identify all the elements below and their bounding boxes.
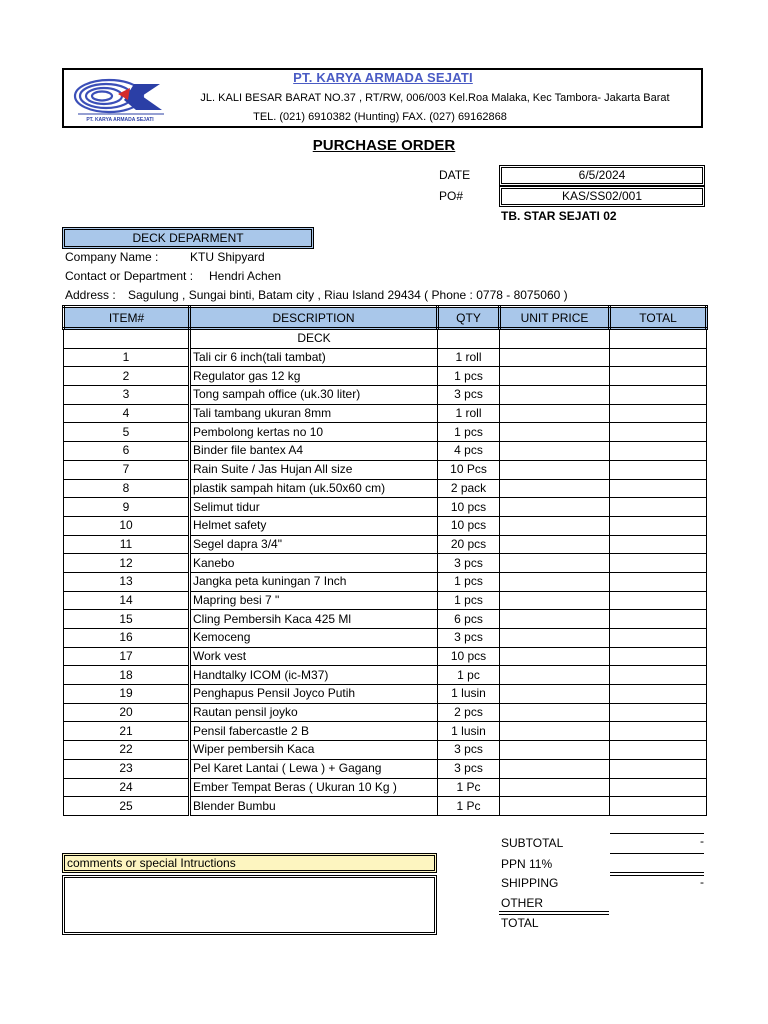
header-unit-price: UNIT PRICE bbox=[500, 307, 610, 329]
item-qty: 1 pcs bbox=[438, 572, 500, 591]
item-total bbox=[610, 479, 707, 498]
item-qty: 2 pcs bbox=[438, 703, 500, 722]
item-total bbox=[610, 629, 707, 648]
document-title: PURCHASE ORDER bbox=[312, 137, 456, 154]
item-number: 21 bbox=[64, 722, 190, 741]
vendor-contact-value: Hendri Achen bbox=[209, 269, 282, 283]
item-unit-price bbox=[500, 386, 610, 405]
table-row bbox=[64, 778, 707, 797]
item-total bbox=[610, 348, 707, 367]
item-number: 2 bbox=[64, 367, 190, 386]
vendor-address-value: Sagulung , Sungai binti, Batam city , Riau Island 29434 ( Phone : 0778 - 8075060 ) bbox=[128, 288, 568, 302]
item-total bbox=[610, 535, 707, 554]
item-number: 1 bbox=[64, 348, 190, 367]
subtotal-bottom-rule bbox=[610, 853, 704, 854]
vendor-company-label: Company Name : bbox=[65, 250, 159, 264]
item-number: 17 bbox=[64, 647, 190, 666]
item-unit-price bbox=[500, 442, 610, 461]
item-description: Kemoceng bbox=[190, 629, 438, 648]
item-qty: 1 lusin bbox=[438, 722, 500, 741]
item-number: 12 bbox=[64, 554, 190, 573]
item-qty: 10 pcs bbox=[438, 498, 500, 517]
item-total bbox=[610, 442, 707, 461]
company-name: PT. KARYA ARMADA SEJATI bbox=[293, 70, 473, 85]
item-unit-price bbox=[500, 572, 610, 591]
item-description: Rautan pensil joyko bbox=[190, 703, 438, 722]
item-total bbox=[610, 591, 707, 610]
table-row bbox=[64, 554, 707, 573]
table-row bbox=[64, 666, 707, 685]
table-row bbox=[64, 367, 707, 386]
item-qty: 10 pcs bbox=[438, 647, 500, 666]
item-total bbox=[610, 460, 707, 479]
item-unit-price bbox=[500, 591, 610, 610]
item-unit-price bbox=[500, 778, 610, 797]
item-description: Kanebo bbox=[190, 554, 438, 573]
item-description: Penghapus Pensil Joyco Putih bbox=[190, 685, 438, 704]
item-unit-price bbox=[500, 516, 610, 535]
item-description: Pel Karet Lantai ( Lewa ) + Gagang bbox=[190, 759, 438, 778]
item-total bbox=[610, 423, 707, 442]
table-row bbox=[64, 516, 707, 535]
item-total bbox=[610, 722, 707, 741]
table-row bbox=[64, 591, 707, 610]
item-qty: 10 Pcs bbox=[438, 460, 500, 479]
item-description: Segel dapra 3/4" bbox=[190, 535, 438, 554]
item-unit-price bbox=[500, 759, 610, 778]
item-total bbox=[610, 759, 707, 778]
po-label: PO# bbox=[439, 189, 464, 203]
item-unit-price bbox=[500, 722, 610, 741]
company-logo bbox=[64, 70, 174, 126]
table-row bbox=[64, 610, 707, 629]
table-row bbox=[64, 479, 707, 498]
header-qty: QTY bbox=[438, 307, 500, 329]
table-row bbox=[64, 647, 707, 666]
table-row bbox=[64, 685, 707, 704]
table-row bbox=[64, 797, 707, 816]
item-qty: 1 roll bbox=[438, 404, 500, 423]
item-description: Cling Pembersih Kaca 425 Ml bbox=[190, 610, 438, 629]
item-description: Regulator gas 12 kg bbox=[190, 367, 438, 386]
item-qty: 1 pc bbox=[438, 666, 500, 685]
ppn-label: PPN 11% bbox=[501, 857, 553, 871]
item-qty: 1 roll bbox=[438, 348, 500, 367]
item-number: 20 bbox=[64, 703, 190, 722]
item-total bbox=[610, 666, 707, 685]
item-qty: 3 pcs bbox=[438, 554, 500, 573]
vendor-company-value: KTU Shipyard bbox=[190, 250, 265, 264]
date-label: DATE bbox=[439, 168, 471, 182]
table-row bbox=[64, 348, 707, 367]
item-total bbox=[610, 367, 707, 386]
table-row bbox=[64, 703, 707, 722]
item-total bbox=[610, 404, 707, 423]
item-unit-price bbox=[500, 554, 610, 573]
item-qty: 6 pcs bbox=[438, 610, 500, 629]
header-description: DESCRIPTION bbox=[190, 307, 438, 329]
item-description: Mapring besi 7 " bbox=[190, 591, 438, 610]
item-total bbox=[610, 797, 707, 816]
item-number: 3 bbox=[64, 386, 190, 405]
comments-box[interactable] bbox=[62, 875, 437, 935]
table-row bbox=[64, 442, 707, 461]
section-label: DECK bbox=[190, 329, 438, 349]
item-description: Work vest bbox=[190, 647, 438, 666]
header-total: TOTAL bbox=[610, 307, 707, 329]
item-number: 23 bbox=[64, 759, 190, 778]
item-description: Pensil fabercastle 2 B bbox=[190, 722, 438, 741]
item-number: 10 bbox=[64, 516, 190, 535]
item-total bbox=[610, 498, 707, 517]
item-number: 14 bbox=[64, 591, 190, 610]
item-number: 4 bbox=[64, 404, 190, 423]
item-qty: 2 pack bbox=[438, 479, 500, 498]
item-qty: 3 pcs bbox=[438, 741, 500, 760]
item-unit-price bbox=[500, 797, 610, 816]
table-row bbox=[64, 498, 707, 517]
table-row bbox=[64, 759, 707, 778]
item-number: 24 bbox=[64, 778, 190, 797]
department-label: DECK DEPARMENT bbox=[62, 227, 314, 249]
item-number: 13 bbox=[64, 572, 190, 591]
item-description: Ember Tempat Beras ( Ukuran 10 Kg ) bbox=[190, 778, 438, 797]
item-qty: 3 pcs bbox=[438, 386, 500, 405]
item-qty: 1 pcs bbox=[438, 591, 500, 610]
table-row bbox=[64, 460, 707, 479]
po-value: KAS/SS02/001 bbox=[499, 186, 705, 207]
item-number: 9 bbox=[64, 498, 190, 517]
other-rule bbox=[499, 911, 609, 915]
header-item: ITEM# bbox=[64, 307, 190, 329]
shipping-label: SHIPPING bbox=[501, 876, 559, 890]
item-total bbox=[610, 516, 707, 535]
vendor-address-label: Address : bbox=[65, 288, 116, 302]
table-row bbox=[64, 741, 707, 760]
item-unit-price bbox=[500, 535, 610, 554]
company-phone: TEL. (021) 6910382 (Hunting) FAX. (027) 69162868 bbox=[253, 111, 507, 123]
item-total bbox=[610, 572, 707, 591]
item-total bbox=[610, 647, 707, 666]
item-qty: 1 pcs bbox=[438, 423, 500, 442]
item-description: Rain Suite / Jas Hujan All size bbox=[190, 460, 438, 479]
item-number: 15 bbox=[64, 610, 190, 629]
item-description: Tong sampah office (uk.30 liter) bbox=[190, 386, 438, 405]
item-unit-price bbox=[500, 479, 610, 498]
item-description: Tali tambang ukuran 8mm bbox=[190, 404, 438, 423]
item-description: Jangka peta kuningan 7 Inch bbox=[190, 572, 438, 591]
subtotal-label: SUBTOTAL bbox=[501, 836, 564, 850]
company-address: JL. KALI BESAR BARAT NO.37 , RT/RW, 006/003 Kel.Roa Malaka, Kec Tambora- Jakarta Barat bbox=[200, 92, 670, 104]
logo-text: PT. KARYA ARMADA SEJATI bbox=[86, 117, 154, 123]
item-total bbox=[610, 386, 707, 405]
item-unit-price bbox=[500, 629, 610, 648]
item-unit-price bbox=[500, 610, 610, 629]
item-unit-price bbox=[500, 404, 610, 423]
table-row bbox=[64, 629, 707, 648]
item-total bbox=[610, 741, 707, 760]
table-header-row bbox=[64, 307, 707, 329]
item-total bbox=[610, 610, 707, 629]
item-number: 22 bbox=[64, 741, 190, 760]
item-unit-price bbox=[500, 741, 610, 760]
subtotal-value: - bbox=[700, 834, 704, 848]
item-number: 7 bbox=[64, 460, 190, 479]
items-table bbox=[62, 305, 708, 816]
item-number: 6 bbox=[64, 442, 190, 461]
item-description: Helmet safety bbox=[190, 516, 438, 535]
item-total bbox=[610, 778, 707, 797]
date-value: 6/5/2024 bbox=[499, 165, 705, 186]
item-description: plastik sampah hitam (uk.50x60 cm) bbox=[190, 479, 438, 498]
item-number: 8 bbox=[64, 479, 190, 498]
shipping-value: - bbox=[700, 875, 704, 889]
table-row bbox=[64, 386, 707, 405]
item-unit-price bbox=[500, 666, 610, 685]
item-qty: 4 pcs bbox=[438, 442, 500, 461]
item-unit-price bbox=[500, 498, 610, 517]
table-row bbox=[64, 722, 707, 741]
section-row bbox=[64, 329, 707, 349]
item-total bbox=[610, 554, 707, 573]
item-description: Blender Bumbu bbox=[190, 797, 438, 816]
item-number: 5 bbox=[64, 423, 190, 442]
item-qty: 3 pcs bbox=[438, 629, 500, 648]
item-unit-price bbox=[500, 423, 610, 442]
table-row bbox=[64, 404, 707, 423]
item-description: Binder file bantex A4 bbox=[190, 442, 438, 461]
item-qty: 1 pcs bbox=[438, 367, 500, 386]
item-total bbox=[610, 703, 707, 722]
item-total bbox=[610, 685, 707, 704]
item-number: 11 bbox=[64, 535, 190, 554]
vessel-name: TB. STAR SEJATI 02 bbox=[501, 209, 617, 223]
table-row bbox=[64, 423, 707, 442]
comments-label: comments or special Intructions bbox=[62, 853, 437, 873]
item-qty: 1 Pc bbox=[438, 797, 500, 816]
item-unit-price bbox=[500, 460, 610, 479]
item-number: 19 bbox=[64, 685, 190, 704]
item-description: Handtalky ICOM (ic-M37) bbox=[190, 666, 438, 685]
table-row bbox=[64, 535, 707, 554]
item-qty: 1 Pc bbox=[438, 778, 500, 797]
vendor-contact-label: Contact or Department : bbox=[65, 269, 194, 283]
item-unit-price bbox=[500, 647, 610, 666]
other-label: OTHER bbox=[501, 896, 543, 910]
item-qty: 3 pcs bbox=[438, 759, 500, 778]
item-number: 18 bbox=[64, 666, 190, 685]
item-number: 16 bbox=[64, 629, 190, 648]
item-unit-price bbox=[500, 703, 610, 722]
item-description: Selimut tidur bbox=[190, 498, 438, 517]
item-description: Pembolong kertas no 10 bbox=[190, 423, 438, 442]
item-qty: 1 lusin bbox=[438, 685, 500, 704]
item-number: 25 bbox=[64, 797, 190, 816]
total-label: TOTAL bbox=[501, 916, 539, 930]
item-qty: 10 pcs bbox=[438, 516, 500, 535]
table-row bbox=[64, 572, 707, 591]
item-qty: 20 pcs bbox=[438, 535, 500, 554]
item-unit-price bbox=[500, 348, 610, 367]
item-unit-price bbox=[500, 685, 610, 704]
item-unit-price bbox=[500, 367, 610, 386]
item-description: Wiper pembersih Kaca bbox=[190, 741, 438, 760]
item-description: Tali cir 6 inch(tali tambat) bbox=[190, 348, 438, 367]
